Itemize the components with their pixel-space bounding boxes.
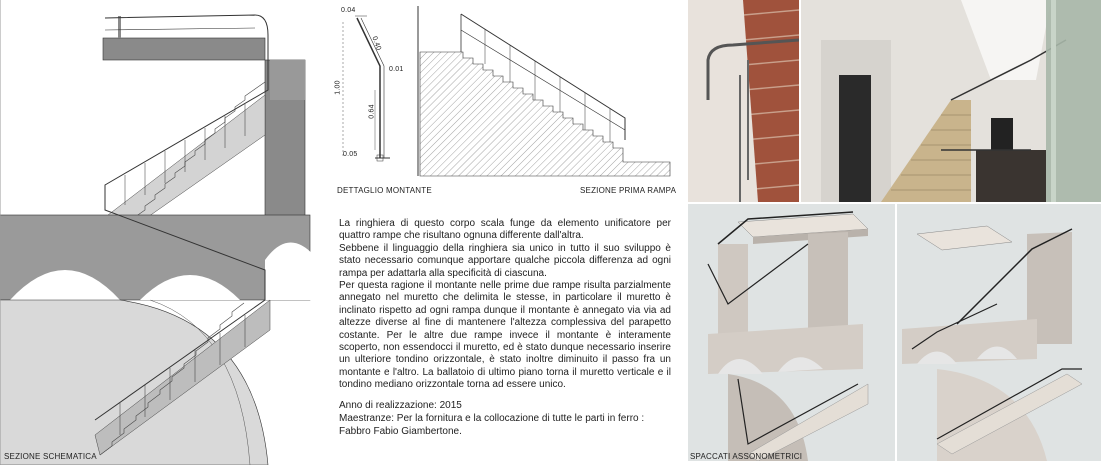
description-paragraph-2: Sebbene il linguaggio della ringhiera sia unico in tutto il suo sviluppo è stato necessario comunque apportare qualche piccola differenza ad ogni rampa per adattarla alla specificità di ciascuna. [339,242,671,279]
axonometric-render-1 [688,204,895,461]
photo-stairwell [801,0,1101,202]
dim-0-64: 0.64 [368,104,376,119]
dim-0-05: 0.05 [343,151,358,158]
dim-0-04: 0.04 [341,7,356,14]
post-detail-drawing [335,0,425,200]
workers-text: Maestranze: Per la fornitura e la collocazione di tutte le parti in ferro : [339,412,645,424]
dim-0-01: 0.01 [389,66,404,73]
description-text [339,218,671,392]
dim-1-00: 1.00 [334,80,342,95]
schematic-caption: SEZIONE SCHEMATICA [4,452,97,461]
description-paragraph-3: Per questa ragione il montante nelle prime due rampe risulta parzialmente annegato nel muretto che delimita le stesse, in particolare il muretto è inclinato rispetto ad ogni rampa dunque il montante è annegato via via ad altezze diverse al fine di mantenere l'altezza complessiva del parapetto costante. Per le altre due rampe invece il montante è interamente scoperto, non essendocci il muretto, ed è stato dunque necessario inserire un ulteriore tondino orizzontale, è stato inoltre diminuito il passo fra un montante e l'altro. La ballatoio di ultimo piano torna il muretto verticale e il tondino mediano orizzontale torna ad essere unico. [339,280,671,391]
description-paragraph-1: La ringhiera di questo corpo scala funge da elemento unificatore per quattro rampe che risultano ognuna differente dall'altra. [339,218,671,242]
schematic-section-drawing [0,0,335,465]
detail-caption: DETTAGLIO MONTANTE [337,186,432,195]
dim-0-40: 0.40 [370,35,382,52]
axonometric-caption: SPACCATI ASSONOMETRICI [690,452,803,461]
project-info [339,400,671,438]
maker-text: Fabbro Fabio Giambertone. [339,425,462,437]
photo-handrail-closeup [688,0,799,202]
year-text: Anno di realizzazione: 2015 [339,400,462,411]
photos-area [688,0,1101,465]
section-caption: SEZIONE PRIMA RAMPA [580,186,677,195]
first-flight-section-drawing [415,0,680,200]
axonometric-render-2 [897,204,1101,461]
